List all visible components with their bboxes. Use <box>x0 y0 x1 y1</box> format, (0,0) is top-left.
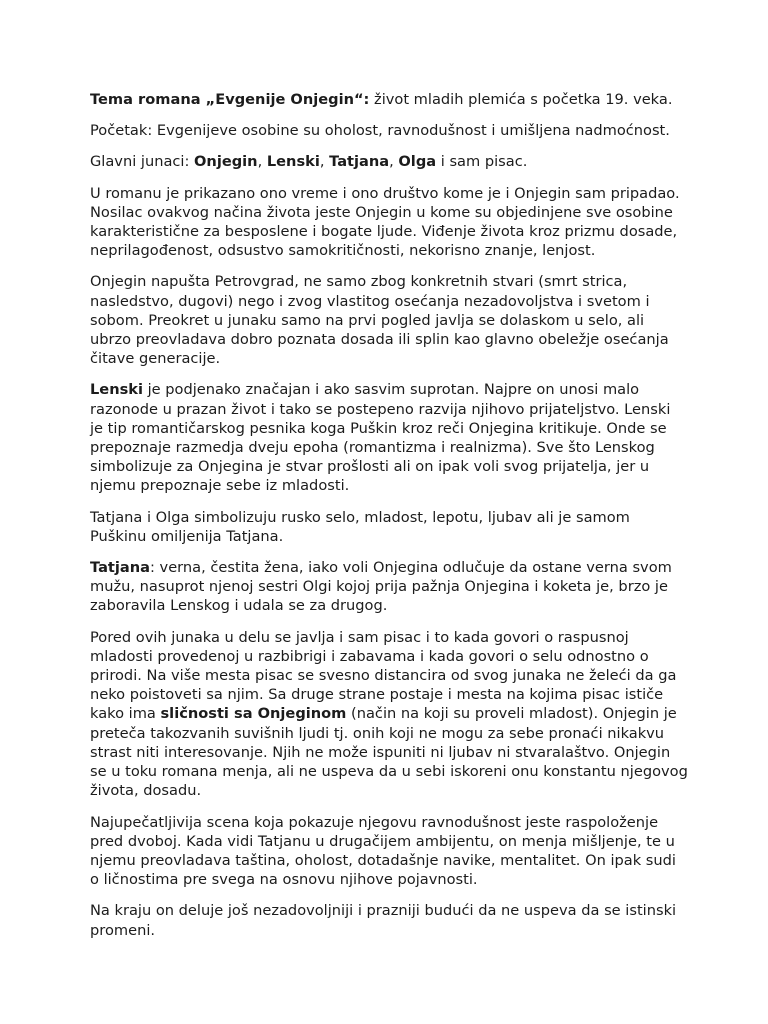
main-characters-paragraph <box>90 152 688 171</box>
theme-label: Tema romana „Evgenije Onjegin“: <box>90 91 370 108</box>
theme-paragraph <box>90 90 688 109</box>
tatjana-olga-paragraph: Tatjana i Olga simbolizuju rusko selo, mladost, lepotu, ljubav ali je samom Puškinu omiljenija Tatjana. <box>90 508 630 545</box>
tatjana-text: : verna, čestita žena, iako voli Onjegina odlučuje da ostane verna svom mužu, nasuprot njenoj sestri Olgi kojoj prija pažnja Onjegina i koketa je, brzo je zaboravila Lenskog i udala se za drugog. <box>90 559 672 615</box>
characters-suffix: i sam pisac. <box>436 153 528 171</box>
lenski-paragraph <box>90 380 688 495</box>
character-onjegin: Onjegin <box>194 153 258 171</box>
author-similarity-label: sličnosti sa Onjeginom <box>160 705 347 723</box>
character-tatjana: Tatjana <box>329 153 390 171</box>
society-paragraph: U romanu je prikazano ono vreme i ono društvo kome je i Onjegin sam pripadao. Nosilac ovakvog načina života jeste Onjegin u kome su objedinjene sve osobine karakteristične za besposlene i bogate ljude. Viđenje života kroz prizmu dosade, neprilagođenost, odsustvo samokritičnosti, nekorisno znanje, lenjost. <box>90 184 680 260</box>
characters-prefix: Glavni junaci: <box>90 153 195 171</box>
author-text-2: (način na koji su proveli mladost). Onjegin je preteča takozvanih suvišnih ljudi tj. onih koji ne mogu za sebe pronaći nikakvu strast niti interesovanje. Njih ne može ispuniti ni ljubav ni stvaralaštvo. Onjegin se u toku romana menja, ali ne uspeva da u sebi iskoreni onu konstantu njegovog života, dosadu. <box>90 705 688 800</box>
character-lenski: Lenski <box>266 153 320 171</box>
tatjana-paragraph <box>90 558 688 616</box>
ending-paragraph: Na kraju on deluje još nezadovoljniji i prazniji budući da ne uspeva da se istinski promeni. <box>90 902 677 939</box>
author-text-1: Pored ovih junaka u delu se javlja i sam pisac i to kada govori o raspusnoj mladosti provedenoj u razbibrigi i zabavama i kada govori o selu odnostno o prirodi. Na više mesta pisac se svesno distancira od svog junaka ne želeći da ga neko poistoveti sa njim. Sa druge strane postaje i mesta na kojima pisac ističe kako ima <box>90 628 677 723</box>
lenski-label: Lenski <box>90 381 143 399</box>
character-olga: Olga <box>398 153 437 171</box>
petrovgrad-paragraph: Onjegin napušta Petrovgrad, ne samo zbog konkretnih stvari (smrt strica, nasledstvo, dugovi) nego i zvog vlastitog osećanja nezadovoljstva i svetom i sobom. Preokret u junaku samo na prvi pogled javlja se dolaskom u selo, ali ubrzo preovladava dobro poznata dosada ili splin kao glavno obeležje osećanja čitave generacije. <box>90 273 669 368</box>
theme-text: život mladih plemića s početka 19. veka. <box>369 91 673 108</box>
duel-paragraph: Najupečatljivija scena koja pokazuje njegovu ravnodušnost jeste raspoloženje pred dvoboj. Kada vidi Tatjanu u drugačijem ambijentu, on menja mišljenje, te u njemu preovladava taština, oholost, dotadašnje navike, mentalitet. On ipak sudi o ličnostima pre svega na osnovu njihove pojavnosti. <box>90 813 676 889</box>
separator: , <box>257 153 267 171</box>
separator: , <box>389 153 399 171</box>
author-paragraph <box>90 628 688 801</box>
tatjana-label: Tatjana <box>90 559 150 577</box>
separator: , <box>319 153 330 171</box>
lenski-text: je podjenako značajan i ako sasvim suprotan. Najpre on unosi malo razonode u prazan život i tako se postepeno razvija njihovo prijateljstvo. Lenski je tip romantičarskog pesnika koga Puškin kroz reči Onjegina kritikuje. Onde se prepoznaje razmedja dveju epoha (romantizma i realnizma). Sve što Lenskog simbolizuje za Onjegina je stvar prošlosti ali on ipak voli svog prijatelja, jer u njemu prepoznaje sebe iz mladosti. <box>90 381 671 495</box>
beginning-paragraph: Početak: Evgenijeve osobine su oholost, ravnodušnost i umišljena nadmoćnost. <box>90 122 670 140</box>
